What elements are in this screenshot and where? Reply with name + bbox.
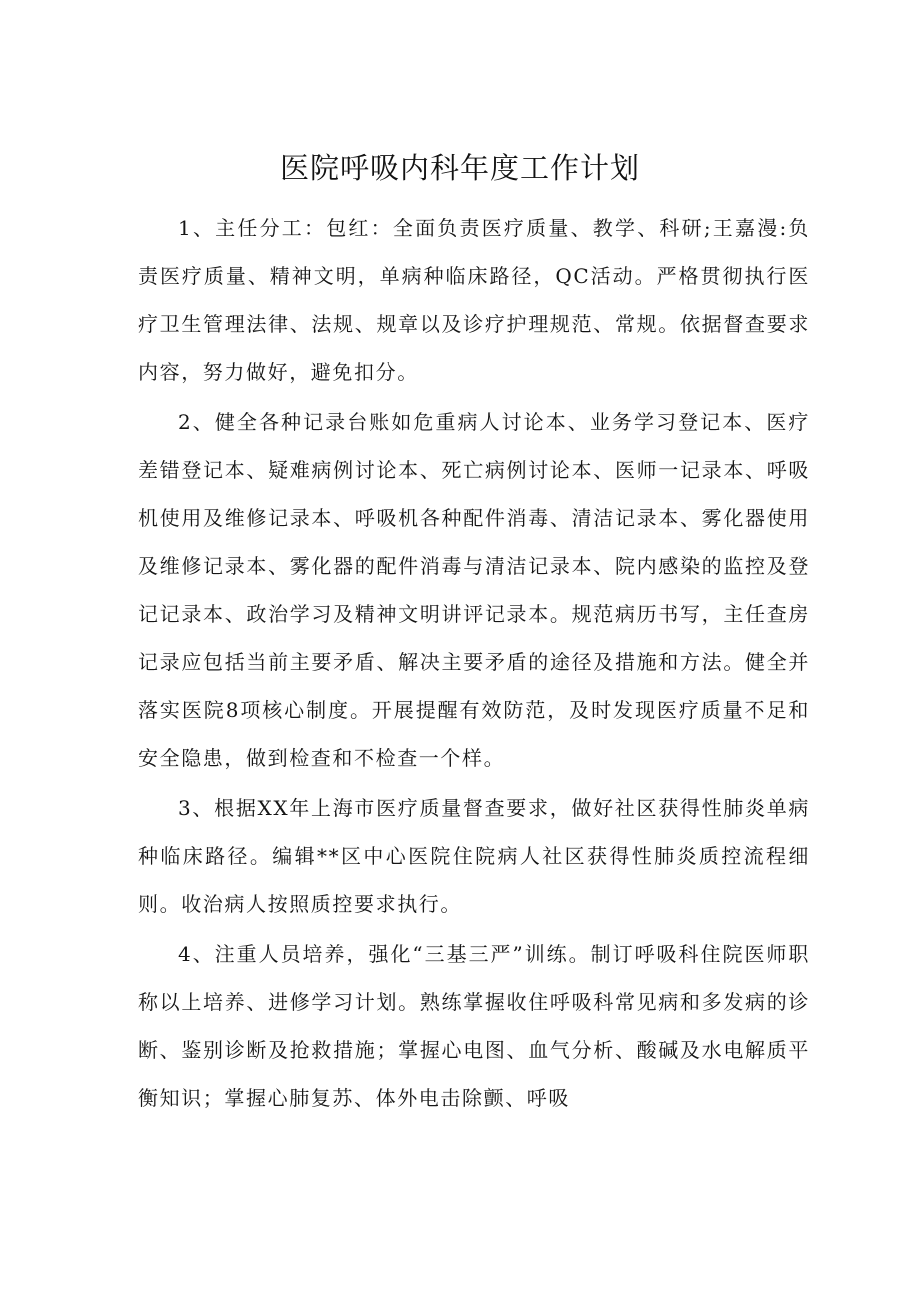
document-title: 医院呼吸内科年度工作计划 <box>279 151 640 185</box>
paragraph-1: 1、主任分工：包红：全面负责医疗质量、教学、科研;王嘉漫:负责医疗质量、精神文明，单病种临床路径，QC活动。严格贯彻执行医疗卫生管理法律、法规、规章以及诊疗护理规范、常规。依据督查要求内容，努力做好，避免扣分。 <box>138 216 810 384</box>
paragraph-4: 4、注重人员培养，强化“三基三严”训练。制订呼吸科住院医师职称以上培养、进修学习计划。熟练掌握收住呼吸科常见病和多发病的诊断、鉴别诊断及抢救措施；掌握心电图、血气分析、酸碱及水电解质平衡知识；掌握心肺复苏、体外电击除颤、呼吸 <box>138 942 810 1110</box>
paragraph-2: 2、健全各种记录台账如危重病人讨论本、业务学习登记本、医疗差错登记本、疑难病例讨论本、死亡病例讨论本、医师一记录本、呼吸机使用及维修记录本、呼吸机各种配件消毒、清洁记录本、雾化器使用及维修记录本、雾化器的配件消毒与清洁记录本、院内感染的监控及登记记录本、政治学习及精神文明讲评记录本。规范病历书写，主任查房记录应包括当前主要矛盾、解决主要矛盾的途径及措施和方法。健全并落实医院8项核心制度。开展提醒有效防范，及时发现医疗质量不足和安全隐患，做到检查和不检查一个样。 <box>138 410 810 770</box>
document-body <box>138 204 810 1124</box>
paragraph-3: 3、根据XX年上海市医疗质量督查要求，做好社区获得性肺炎单病种临床路径。编辑**区中心医院住院病人社区获得性肺炎质控流程细则。收治病人按照质控要求执行。 <box>138 796 810 916</box>
